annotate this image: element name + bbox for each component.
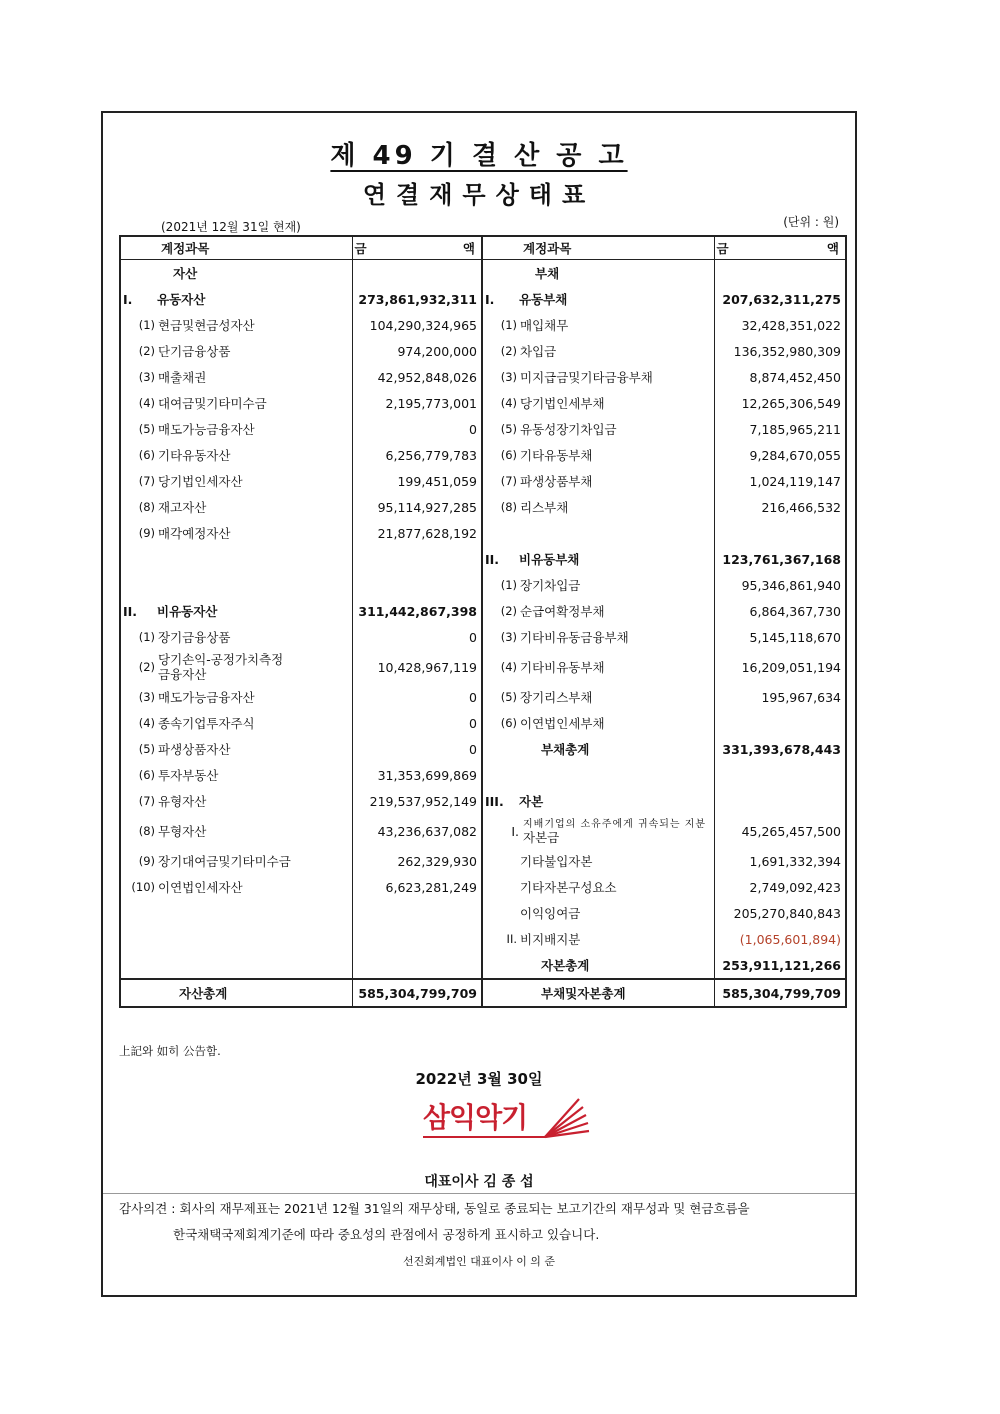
item-label: 이연법인세부채 <box>520 716 605 731</box>
amount-value: 7,185,965,211 <box>749 421 841 437</box>
table-row <box>120 762 846 788</box>
as-of-date: (2021년 12월 31일 현재) <box>161 220 301 234</box>
table-row <box>120 572 846 598</box>
equity-item-label: 이익잉여금 <box>520 906 581 921</box>
item-label: 투자부동산 <box>158 768 219 783</box>
total-assets-amount: 585,304,799,709 <box>358 985 477 1001</box>
amount-value: 12,265,306,549 <box>741 395 841 411</box>
amount-value: 262,329,930 <box>397 853 477 869</box>
group-label: 비유동부채 <box>519 552 580 567</box>
amount-value: 6,256,779,783 <box>385 447 477 463</box>
table-row <box>120 814 846 848</box>
total-liabilities-equity-label: 부채및자본총계 <box>541 986 626 1001</box>
item-prefix: (1) <box>138 630 155 644</box>
item-prefix: (2) <box>500 604 517 618</box>
unit-note: (단위 : 원) <box>783 215 839 229</box>
table-row <box>120 650 846 684</box>
equity-group-label: 지배기업의 소유주에게 귀속되는 지분 <box>523 819 707 830</box>
amount-value: 2,195,773,001 <box>385 395 477 411</box>
item-label: 장기차입금 <box>520 578 581 593</box>
item-label: 종속기업투자주식 <box>158 716 255 731</box>
item-label: 매도가능금융자산 <box>158 690 255 705</box>
item-label: 기타유동부채 <box>520 448 593 463</box>
item-label: 파생상품자산 <box>158 742 231 757</box>
item-label: 장기대여금및기타미수금 <box>158 854 291 869</box>
item-prefix: (6) <box>138 768 155 782</box>
group-prefix: II. <box>123 603 138 619</box>
section-label: 자산 <box>173 266 198 281</box>
item-prefix: (6) <box>500 716 517 730</box>
amount-value: 195,967,634 <box>761 689 841 705</box>
amount-value: 16,209,051,194 <box>741 659 841 675</box>
amount-value: 5,145,118,670 <box>749 629 841 645</box>
logo-fan-icon <box>545 1099 589 1137</box>
item-prefix: (6) <box>138 448 155 462</box>
table-row <box>120 494 846 520</box>
divider <box>103 1193 855 1194</box>
audit-opinion-line-1: 감사의견 : 회사의 재무제표는 2021년 12월 31일의 재무상태, 동일로 종료되는 보고기간의 재무성과 및 현금흐름을 <box>119 1201 750 1216</box>
item-prefix: (7) <box>138 794 155 808</box>
item-prefix: (3) <box>500 370 517 384</box>
amount-value: 95,346,861,940 <box>741 577 841 593</box>
table-row <box>120 442 846 468</box>
item-prefix: (5) <box>138 422 155 436</box>
item-prefix: (4) <box>500 396 517 410</box>
table-row <box>120 952 846 979</box>
amount-value: 2,749,092,423 <box>749 879 841 895</box>
item-prefix: (6) <box>500 448 517 462</box>
item-prefix: (2) <box>138 344 155 358</box>
equity-prefix: I. <box>511 823 519 839</box>
amount-value: 21,877,628,192 <box>377 525 477 541</box>
item-label: 장기리스부채 <box>520 690 593 705</box>
item-label: 순급여확정부채 <box>520 604 605 619</box>
table-row <box>120 546 846 572</box>
amount-value: 45,265,457,500 <box>741 823 841 839</box>
item-label: 유형자산 <box>158 794 207 809</box>
amount-value: 1,024,119,147 <box>749 473 841 489</box>
item-label: 매출채권 <box>158 370 207 385</box>
amount-value: 0 <box>469 629 477 645</box>
amount-value: 0 <box>469 689 477 705</box>
amount-value: 0 <box>469 421 477 437</box>
total-assets-label: 자산총계 <box>179 986 228 1001</box>
section-label: 부채 <box>535 266 560 281</box>
item-prefix: (5) <box>138 742 155 756</box>
statement-title: 연결재무상태표 <box>362 181 596 209</box>
audit-opinion-line-2: 한국채택국제회계기준에 따라 중요성의 관점에서 공정하게 표시하고 있습니다. <box>173 1227 600 1242</box>
table-row <box>120 260 846 287</box>
item-prefix: (7) <box>138 474 155 488</box>
table-row <box>120 286 846 312</box>
header-account-right: 계정과목 <box>523 241 572 256</box>
item-prefix: (10) <box>131 880 155 894</box>
item-label: 당기손익-공정가치측정 <box>158 652 284 667</box>
item-label: 당기법인세자산 <box>158 474 243 489</box>
item-prefix: (4) <box>500 660 517 674</box>
item-prefix: (7) <box>500 474 517 488</box>
company-logo <box>421 1093 591 1143</box>
item-prefix: (4) <box>138 716 155 730</box>
item-label: 단기금융상품 <box>158 344 231 359</box>
amount-value: 32,428,351,022 <box>741 317 841 333</box>
amount-value: 95,114,927,285 <box>377 499 477 515</box>
item-label: 리스부채 <box>520 500 569 515</box>
group-label: 유동부채 <box>519 292 568 307</box>
company-logo-text: 삼익악기 <box>423 1101 528 1134</box>
minority-prefix: II. <box>506 932 517 946</box>
item-label: 기타비유동부채 <box>520 659 605 675</box>
item-label: 차입금 <box>520 344 557 359</box>
amount-value: 219,537,952,149 <box>369 793 477 809</box>
group-label: 자본 <box>519 794 544 809</box>
announcement-title: 제 49 기 결 산 공 고 <box>330 141 628 171</box>
item-prefix: (4) <box>138 396 155 410</box>
table-row <box>120 710 846 736</box>
amount-value: 136,352,980,309 <box>733 343 841 359</box>
item-prefix: (8) <box>500 500 517 514</box>
table-row <box>120 788 846 814</box>
amount-value: 253,911,121,266 <box>722 957 841 973</box>
table-row <box>120 848 846 874</box>
table-row <box>120 926 846 952</box>
item-label: 미지급금및기타금융부채 <box>520 370 653 385</box>
amount-value: 205,270,840,843 <box>733 905 841 921</box>
amount-value: 311,442,867,398 <box>358 603 477 619</box>
subtotal-label: 자본총계 <box>541 958 590 973</box>
item-label: 매각예정자산 <box>158 526 231 541</box>
amount-value: 8,874,452,450 <box>749 369 841 385</box>
table-row <box>120 684 846 710</box>
table-row <box>120 468 846 494</box>
balance-sheet-table <box>119 235 847 1008</box>
total-liabilities-equity-amount: 585,304,799,709 <box>722 985 841 1001</box>
item-label: 기타유동자산 <box>158 448 231 463</box>
amount-value: 6,623,281,249 <box>385 879 477 895</box>
amount-value: 0 <box>469 715 477 731</box>
amount-value: 273,861,932,311 <box>358 291 477 307</box>
item-prefix: (1) <box>500 318 517 332</box>
amount-value: 9,284,670,055 <box>749 447 841 463</box>
item-label: 장기금융상품 <box>158 630 231 645</box>
table-row <box>120 390 846 416</box>
item-prefix: (3) <box>500 630 517 644</box>
item-prefix: (3) <box>138 690 155 704</box>
auditor-line: 선진회계법인 대표이사 이 의 준 <box>402 1255 556 1268</box>
amount-value: 104,290,324,965 <box>369 317 477 333</box>
amount-value: 6,864,367,730 <box>749 603 841 619</box>
item-label: 무형자산 <box>158 824 207 839</box>
table-row <box>120 736 846 762</box>
group-prefix: II. <box>485 551 500 567</box>
header-amount-right-left: 금 <box>716 241 729 256</box>
item-label: 파생상품부채 <box>520 474 593 489</box>
group-prefix: I. <box>485 291 495 307</box>
item-prefix: (9) <box>138 526 155 540</box>
item-prefix: (8) <box>138 824 155 838</box>
item-label: 현금및현금성자산 <box>158 318 255 333</box>
group-label: 유동자산 <box>157 292 206 307</box>
table-row <box>120 338 846 364</box>
amount-value: 10,428,967,119 <box>377 659 477 675</box>
item-label: 매입채무 <box>520 318 569 333</box>
item-label: 당기법인세부채 <box>520 396 605 411</box>
amount-value: 42,952,848,026 <box>377 369 477 385</box>
table-row <box>120 312 846 338</box>
table-row <box>120 874 846 900</box>
header-amount-right-right: 액 <box>826 241 839 256</box>
item-prefix: (8) <box>138 500 155 514</box>
amount-value: 974,200,000 <box>397 343 477 359</box>
subtotal-label: 부채총계 <box>541 742 590 757</box>
header-amount-left-left: 금 <box>354 241 367 256</box>
amount-value: 331,393,678,443 <box>722 741 841 757</box>
amount-value: 123,761,367,168 <box>722 551 841 567</box>
item-prefix: (2) <box>500 344 517 358</box>
item-label-line2: 금융자산 <box>158 667 207 682</box>
group-prefix: I. <box>123 291 133 307</box>
item-label: 대여금및기타미수금 <box>158 396 267 411</box>
publication-date: 2022년 3월 30일 <box>415 1070 543 1088</box>
header-amount-left-right: 액 <box>462 241 475 256</box>
totals-row <box>120 979 846 1007</box>
item-label: 기타비유동금융부채 <box>520 630 629 645</box>
item-label: 유동성장기차입금 <box>520 422 617 437</box>
equity-item-label: 기타불입자본 <box>520 854 593 869</box>
item-label: 매도가능금융자산 <box>158 422 255 437</box>
equity-item-label: 자본금 <box>523 830 560 845</box>
amount-value: (1,065,601,894) <box>739 931 841 947</box>
amount-value: 43,236,637,082 <box>377 823 477 839</box>
group-label: 비유동자산 <box>157 604 218 619</box>
item-prefix: (3) <box>138 370 155 384</box>
table-row <box>120 598 846 624</box>
item-prefix: (5) <box>500 422 517 436</box>
group-prefix: III. <box>485 793 504 809</box>
announcement-frame <box>101 111 857 1297</box>
amount-value: 1,691,332,394 <box>749 853 841 869</box>
amount-value: 31,353,699,869 <box>377 767 477 783</box>
item-prefix: (9) <box>138 854 155 868</box>
item-prefix: (2) <box>138 660 155 674</box>
equity-item-label: 기타자본구성요소 <box>520 880 617 895</box>
table-row <box>120 900 846 926</box>
table-row <box>120 520 846 546</box>
table-header-row <box>120 236 846 260</box>
table-row <box>120 364 846 390</box>
item-prefix: (1) <box>500 578 517 592</box>
minority-label: 비지배지분 <box>520 932 581 947</box>
header-account-left: 계정과목 <box>161 241 210 256</box>
amount-value: 0 <box>469 741 477 757</box>
table-row <box>120 416 846 442</box>
table-row <box>120 624 846 650</box>
ceo-signature: 대표이사 김 종 섭 <box>424 1174 534 1190</box>
amount-value: 207,632,311,275 <box>722 291 841 307</box>
amount-value: 216,466,532 <box>761 499 841 515</box>
amount-value: 199,451,059 <box>397 473 477 489</box>
item-label: 재고자산 <box>158 500 207 515</box>
item-prefix: (5) <box>500 690 517 704</box>
notice-text: 上記와 如히 公告함. <box>119 1044 221 1058</box>
item-prefix: (1) <box>138 318 155 332</box>
item-label: 이연법인세자산 <box>158 880 243 895</box>
